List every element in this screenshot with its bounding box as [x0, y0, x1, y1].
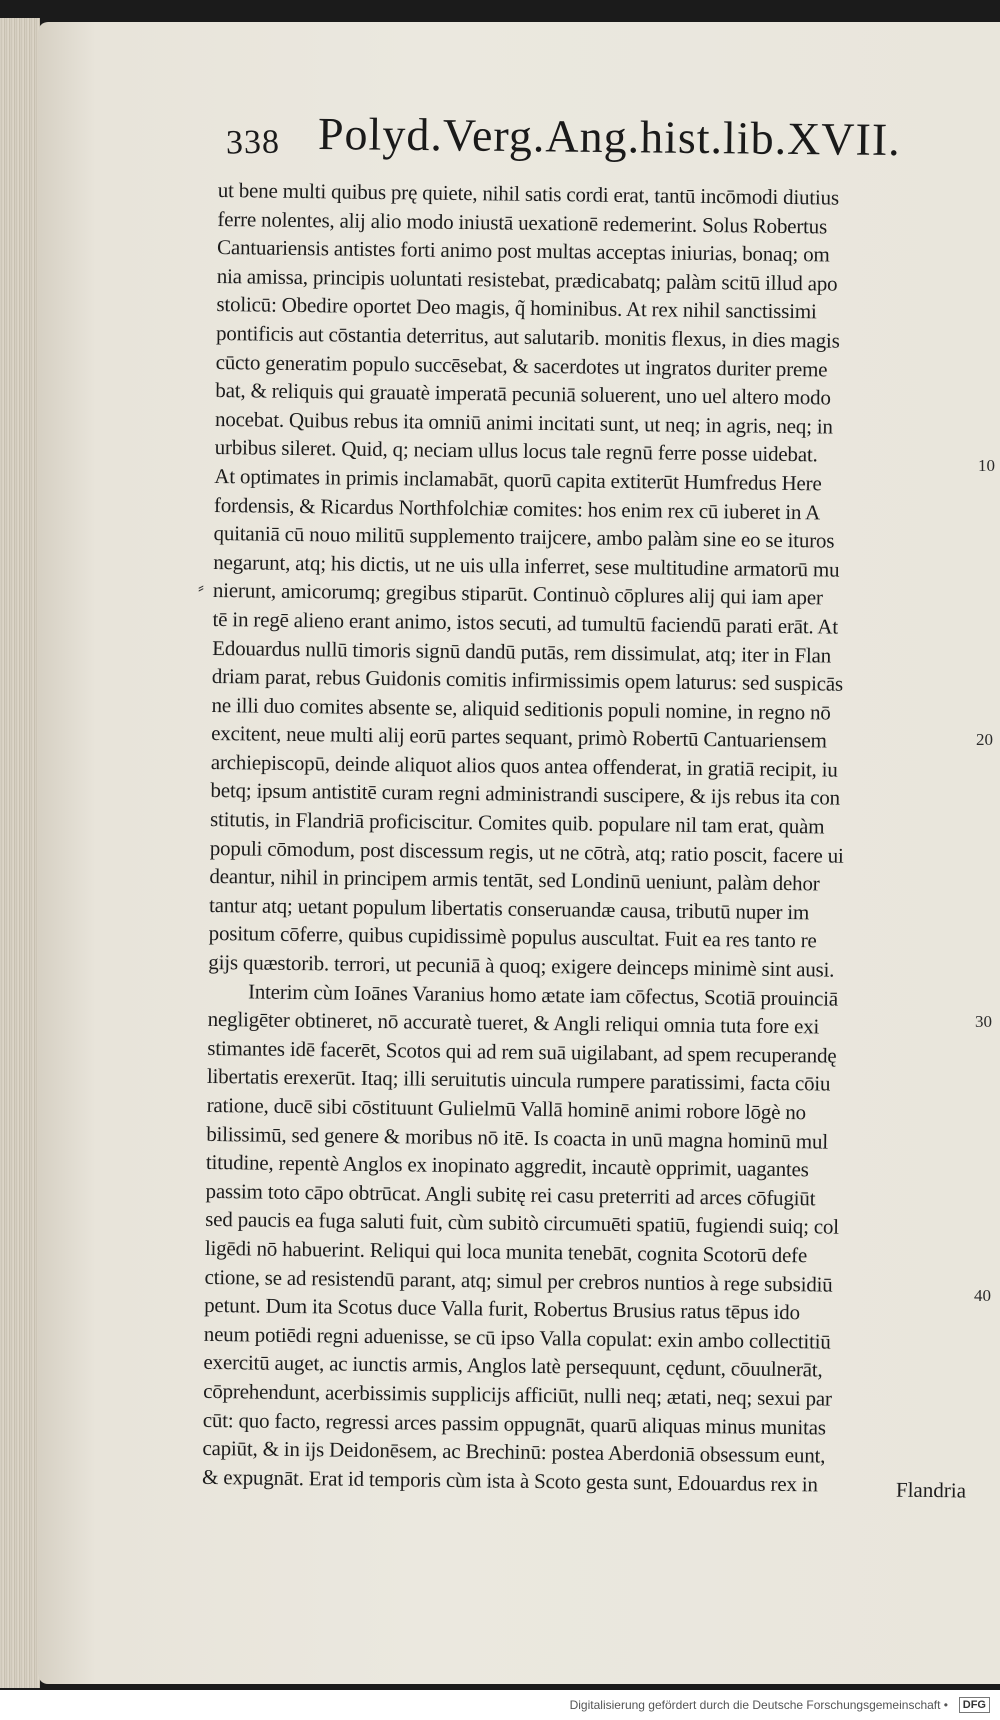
- text-line: ratione, ducē sibi cōstituunt Gulielmū Vallā hominē animi robore lōgè no: [206, 1092, 807, 1125]
- digitization-footer: [0, 1690, 1000, 1720]
- page-header: [225, 107, 926, 170]
- margin-line-number-20: 20: [976, 730, 993, 749]
- text-line: cūt: quo facto, regressi arces passim oppugnāt, quarū aliquas minus munitas: [202, 1407, 826, 1440]
- text-line: exercitū auget, ac iunctis armis, Anglos latè persequunt, cędunt, cōuulnerāt,: [203, 1350, 823, 1382]
- text-line: archiepiscopū, deinde aliquot alios quos antea offenderat, in gratiā recipit, iu: [210, 749, 838, 782]
- text-line: deantur, nihil in principem armis tentāt, sed Londinū ueniunt, palàm dehor: [209, 864, 820, 896]
- text-line: driam parat, rebus Guidonis comitis infirmissimis opem laturus: sed suspicās: [211, 664, 844, 696]
- text-line: neum potiēdi regni aduenisse, se cū ipso Valla copulat: exin ambo collectitiū: [203, 1321, 831, 1354]
- text-line: petunt. Dum ita Scotus duce Valla furit, Robertus Brusius ratus tēpus ido: [204, 1293, 801, 1325]
- text-line: nocebat. Quibus rebus ita omniū animi incitati sunt, ut neq; in agris, neq; in: [214, 406, 833, 439]
- text-line: nia amissa, principis uoluntati resistebat, prædicabatq; palàm scitū illud apo: [216, 263, 838, 296]
- margin-line-number-40: 40: [974, 1286, 991, 1305]
- text-line: sed paucis ea fuga saluti fuit, cùm subitò circumuēti spatiū, fugiendi suiq; col: [205, 1207, 840, 1240]
- text-line: Cantuariensis antistes forti animo post multas acceptas iniurias, bonaq; om: [216, 235, 830, 267]
- text-line: libertatis erexerūt. Itaq; illi seruitutis uincula rumpere paratissimi, facta cōiu: [206, 1064, 831, 1096]
- text-line: tē in regē alieno erant animo, istos secuti, ad tumultū faciendū parati erāt. At: [212, 606, 839, 639]
- page-stack-edges: [0, 18, 40, 1688]
- text-line: stitutis, in Flandriā proficiscitur. Comites quib. populare nil tam erat, quàm: [209, 807, 825, 839]
- text-line: excitent, neue multi alij eorū partes sequant, primò Robertū Cantuariensem: [211, 721, 827, 753]
- text-line: cōprehendunt, acerbissimis supplicijs afficiūt, nulli neq; ætati, neq; sexui par: [203, 1378, 832, 1411]
- margin-line-number-10: 10: [978, 456, 995, 475]
- text-line: titudine, repentè Anglos ex inopinato aggredit, incautè opprimit, uagantes: [205, 1150, 809, 1182]
- text-line: tantur atq; uetant populum libertatis conseruandæ causa, tributū nuper im: [208, 892, 810, 925]
- text-line: ligēdi nō habuerint. Reliqui qui loca munita tenebāt, cognita Scotorū defe: [204, 1235, 808, 1268]
- text-line: quitaniā cū nouo militū supplemento traijcere, ambo palàm sine eo se ituros: [213, 521, 835, 553]
- text-line: capiūt, & in ijs Deidonēsem, ac Brechinū: postea Aberdoniā obsessum eunt,: [202, 1436, 826, 1468]
- body-text: [202, 176, 978, 1500]
- text-line: urbibus sileret. Quid, q; neciam ullus locus tale regnū ferre posse uidebat.: [214, 435, 818, 467]
- text-line: At optimates in primis inclamabāt, quorū capita extiterūt Humfredus Here: [214, 463, 822, 496]
- text-line: positum cōferre, quibus cupidissimè populus auscultat. Fuit ea res tanto re: [208, 921, 817, 953]
- text-line: cūcto generatim populo succēsebat, & sacerdotes ut ingratos duriter preme: [215, 349, 828, 382]
- page-number: 338: [225, 123, 281, 162]
- text-line: ut bene multi quibus prę quiete, nihil satis cordi erat, tantū incōmodi diutius: [217, 177, 840, 210]
- margin-line-number-30: 30: [975, 1012, 992, 1031]
- text-line: bilissimū, sed genere & moribus nō itē. Is coacta in unū magna hominū mul: [206, 1121, 829, 1154]
- dfg-logo: DFG: [959, 1697, 990, 1713]
- text-line: negarunt, atq; his dictis, ut ne uis ulla inferret, sese multitudine armatorū mu: [213, 549, 840, 582]
- text-line: nierunt, amicorumq; gregibus stiparūt. Continuò cōplures alij qui iam aper: [212, 578, 823, 610]
- text-line: Interim cùm Ioānes Varanius homo ætate iam cōfectus, Scotiā prouinciā: [247, 979, 839, 1011]
- text-line: stimantes idē facerēt, Scotos qui ad rem suā uigilabant, ad spem recuperandę: [207, 1035, 837, 1068]
- text-line: ctione, se ad resistendū parant, atq; simul per crebros nuntios à rege subsidiū: [204, 1264, 833, 1297]
- text-line: gijs quæstorib. terrori, ut pecuniā à quoq; exigere deinceps minimè sint ausi.: [208, 949, 835, 982]
- text-line: populi cōmodum, post discessum regis, ut ne cōtrà, atq; ratio poscit, facere ui: [209, 835, 844, 868]
- running-head: Polyd.Verg.Ang.hist.lib.XVII.: [317, 107, 901, 166]
- text-line: betq; ipsum antistitē curam regni administrandi suscipere, & ijs rebus ita con: [210, 778, 841, 811]
- catchword: Flandria: [895, 1477, 967, 1503]
- text-line: ferre nolentes, alij alio modo iniustā uexationē redemerint. Solus Robertus: [217, 206, 828, 239]
- text-line: stolicū: Obedire oportet Deo magis, q̃ hominibus. At rex nihil sanctissimi: [216, 292, 817, 324]
- text-line: ne illi duo comites absente se, aliquid seditionis populi nomine, in regno nō: [211, 692, 831, 725]
- text-line: & expugnāt. Erat id temporis cùm ista à Scoto gesta sunt, Edouardus rex in: [201, 1464, 818, 1497]
- text-line: bat, & reliquis qui grauatè imperatā pecuniā soluerent, uno uel altero modo: [215, 378, 831, 410]
- text-line: negligēter obtineret, nō accuratè tueret, & Angli reliqui omnia tuta fore exi: [207, 1007, 820, 1039]
- text-line: Edouardus nullū timoris signū dandū putās, rem dissimulat, atq; iter in Flan: [212, 635, 832, 668]
- text-line: passim toto cāpo obtrūcat. Angli subitę rei casu preterriti ad arces cōfugiūt: [205, 1178, 816, 1211]
- digitization-credit: Digitalisierung gefördert durch die Deutsche Forschungsgemeinschaft •: [569, 1698, 948, 1712]
- text-line: fordensis, & Ricardus Northfolchiæ comites: hos enim rex cū iuberet in A: [213, 492, 821, 524]
- margin-mark: ⸗: [198, 577, 204, 597]
- text-line: pontificis aut cōstantia deterritus, aut salutarib. monitis flexus, in dies magis: [215, 320, 840, 353]
